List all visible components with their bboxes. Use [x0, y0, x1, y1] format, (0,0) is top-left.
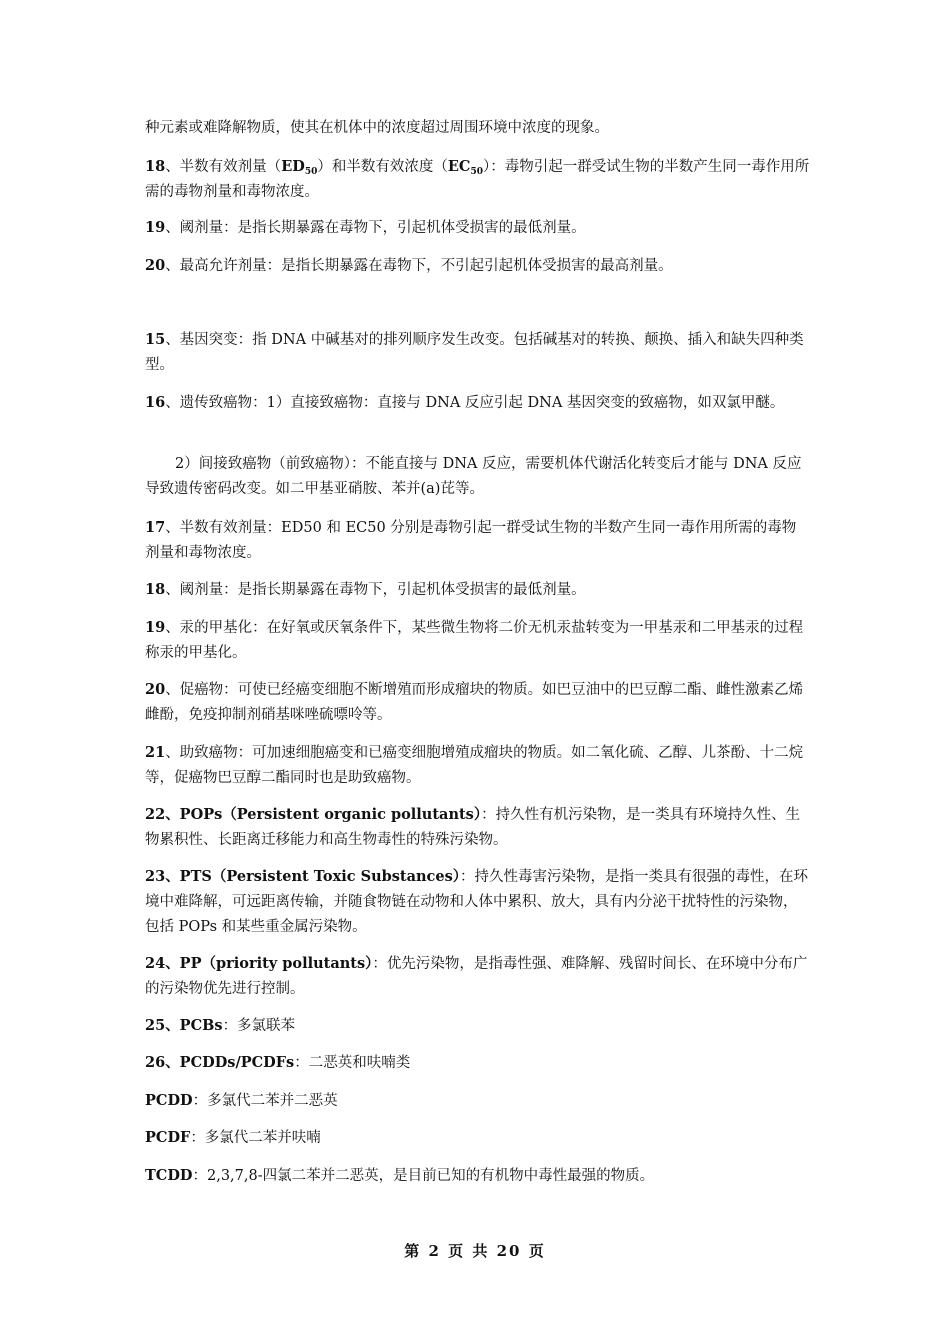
subscript: 50	[470, 167, 483, 177]
paragraph-text: ：优先污染物，是指毒性强、难降解、残留时间长、在环境中分布广的污染物优先进行控制。	[145, 956, 808, 997]
item-number: 20	[145, 257, 166, 274]
term: PCDF	[145, 1129, 191, 1146]
paragraph-text: 、汞的甲基化：在好氧或厌氧条件下，某些微生物将二价无机汞盐转变为一甲基汞和二甲基汞的过程称汞的甲基化。	[145, 620, 804, 661]
term: 、PCBs	[165, 1017, 223, 1034]
paragraph-text: ：多氯联苯	[222, 1018, 296, 1034]
paragraph-19a	[145, 215, 810, 241]
paragraph-25	[145, 1013, 810, 1039]
paragraph-text: ）和半数有效浓度（	[317, 159, 448, 175]
term: 、PTS（Persistent Toxic Substances）	[165, 868, 461, 885]
item-number: 21	[145, 744, 166, 761]
item-number: 20	[145, 681, 166, 698]
paragraph-text: 2）间接致癌物（前致癌物）：不能直接与 DNA 反应，需要机体代谢活化转变后才能与 DNA 反应导致遗传密码改变。如二甲基亚硝胺、苯并(a)芘等。	[145, 456, 802, 497]
paragraph-16	[145, 390, 810, 416]
paragraph-19b	[145, 615, 810, 666]
paragraph-tcdd	[145, 1163, 810, 1189]
term: 、PCDDs/PCDFs	[165, 1054, 295, 1071]
item-number: 17	[145, 519, 166, 536]
paragraph-text: ：2,3,7,8-四氯二苯并二恶英，是目前已知的有机物中毒性最强的物质。	[192, 1168, 655, 1184]
paragraph-pcdd	[145, 1088, 810, 1114]
paragraph-text: 、阈剂量：是指长期暴露在毒物下，引起机体受损害的最低剂量。	[165, 220, 586, 236]
paragraph-21	[145, 740, 810, 791]
paragraph-26	[145, 1050, 810, 1076]
paragraph-ed50	[145, 154, 810, 205]
paragraph-15	[145, 327, 810, 378]
item-number: 18	[145, 158, 166, 175]
paragraph-text: 、促癌物：可使已经癌变细胞不断增殖而形成瘤块的物质。如巴豆油中的巴豆醇二酯、雌性激素乙烯雌酚，免疫抑制剂硝基咪唑硫嘌呤等。	[145, 682, 804, 723]
term: EC	[447, 158, 471, 175]
item-number: 25	[145, 1017, 166, 1034]
term: TCDD	[145, 1167, 193, 1184]
item-number: 19	[145, 219, 166, 236]
item-number: 18	[145, 581, 166, 598]
term: 、PP（priority pollutants）	[165, 955, 373, 972]
term: 、POPs（Persistent organic pollutants）	[165, 806, 482, 823]
paragraph-text: ：多氯代二苯并二恶英	[192, 1093, 338, 1109]
paragraph-20b	[145, 677, 810, 728]
paragraph-text: 、助致癌物：可加速细胞癌变和已癌变细胞增殖成瘤块的物质。如二氧化硫、乙醇、儿茶酚、十二烷等，促癌物巴豆醇二酯同时也是助致癌物。	[145, 745, 804, 786]
paragraph-text: 种元素或难降解物质，使其在机体中的浓度超过周围环境中浓度的现象。	[145, 120, 609, 136]
page-footer: 第 2 页 共 20 页	[404, 1242, 546, 1260]
paragraph-text: 、最高允许剂量：是指长期暴露在毒物下，不引起引起机体受损害的最高剂量。	[165, 258, 673, 274]
paragraph-text: ：持久性有机污染物，是一类具有环境持久性、生物累积性、长距离迁移能力和高生物毒性的特殊污染物。	[145, 807, 801, 848]
paragraph-23	[145, 864, 810, 940]
paragraph-text: 、半数有效剂量（	[165, 159, 282, 175]
item-number: 22	[145, 806, 166, 823]
item-number: 16	[145, 394, 166, 411]
item-number: 19	[145, 619, 166, 636]
paragraph-text: 、阈剂量：是指长期暴露在毒物下，引起机体受损害的最低剂量。	[165, 582, 586, 598]
paragraph-22	[145, 802, 810, 853]
term: ED	[281, 158, 305, 175]
paragraph-16-2	[145, 452, 810, 502]
paragraph-24	[145, 951, 810, 1002]
paragraph-text: 、半数有效剂量：ED50 和 EC50 分别是毒物引起一群受试生物的半数产生同一毒作用所需的毒物剂量和毒物浓度。	[145, 520, 797, 561]
paragraph-text: ：二恶英和呋喃类	[294, 1055, 411, 1071]
subscript: 50	[304, 167, 318, 177]
paragraph-text: ）：毒物引起一群受试生物的半数产生同一毒作用所需的毒物剂量和毒物浓度。	[145, 159, 810, 200]
item-number: 24	[145, 955, 166, 972]
paragraph-text: 、遗传致癌物：1）直接致癌物：直接与 DNA 反应引起 DNA 基因突变的致癌物，如双氯甲醚。	[165, 395, 785, 411]
paragraph-1	[145, 116, 810, 141]
paragraph-20a	[145, 253, 810, 279]
paragraph-text: ：多氯代二苯并呋喃	[190, 1130, 321, 1146]
paragraph-text: 、基因突变：指 DNA 中碱基对的排列顺序发生改变。包括碱基对的转换、颠换、插入和缺失四种类型。	[145, 332, 804, 373]
paragraph-17	[145, 515, 810, 566]
paragraph-text: ：持久性毒害污染物，是指一类具有很强的毒性，在环境中难降解，可远距离传输，并随食物链在动物和人体中累积、放大，具有内分泌干扰特性的污染物，包括 POPs 和某些重金属污染物。	[145, 869, 809, 935]
item-number: 15	[145, 331, 166, 348]
item-number: 26	[145, 1054, 166, 1071]
item-number: 23	[145, 868, 166, 885]
term: PCDD	[145, 1092, 193, 1109]
paragraph-18b	[145, 577, 810, 603]
paragraph-pcdf	[145, 1125, 810, 1151]
